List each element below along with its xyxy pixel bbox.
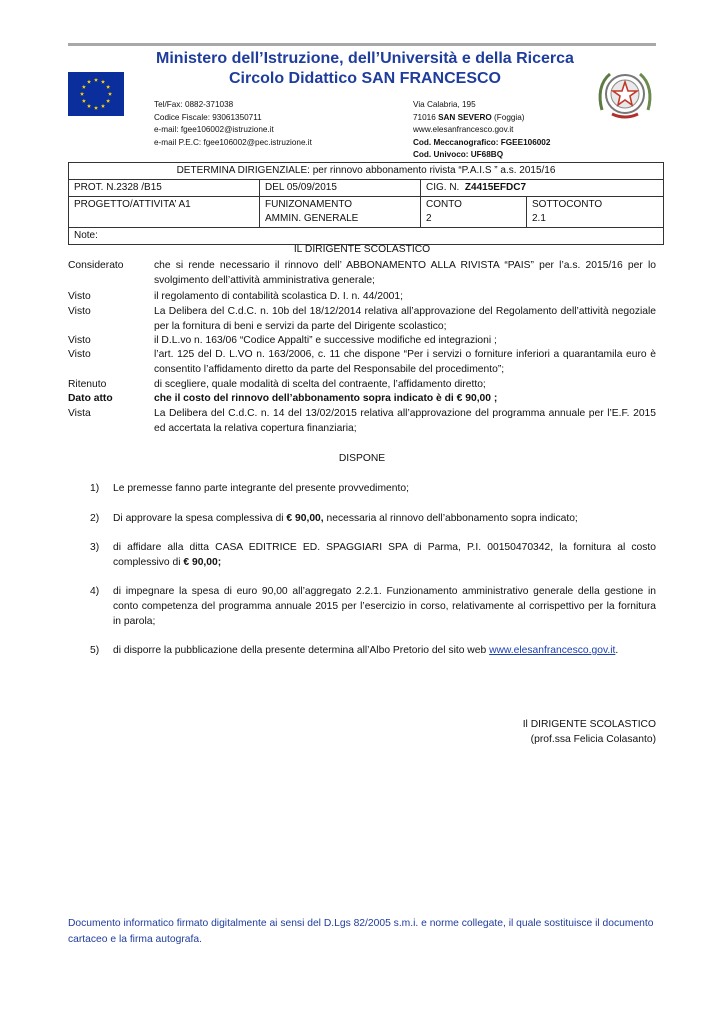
signature-role: Il DIRIGENTE SCOLASTICO: [522, 719, 656, 730]
item-text-start: Di approvare la spesa complessiva di: [113, 513, 287, 524]
premise-text: che il costo del rinnovo dell’abbonamento sopra indicato è di € 90,00 ;: [154, 393, 498, 404]
signature-block: [400, 717, 656, 747]
flag-star: [82, 85, 86, 89]
conto-label: CONTO: [426, 199, 462, 210]
premise-label: Visto: [68, 349, 91, 360]
header-rule: [68, 43, 656, 46]
item-number: 4): [90, 586, 100, 597]
eu-flag-icon: [68, 72, 124, 116]
premise-text: La Delibera del C.d.C. n. 14 del 13/02/2015 relativa all’approvazione del programma annuale per l’E.F. 2015 ed accertata la relativa copertura finanziaria;: [154, 408, 656, 435]
determina-title: DETERMINA DIRIGENZIALE: per rinnovo abbonamento rivista “P.A.I.S ” a.s. 2015/16: [69, 163, 664, 180]
funzionamento-cell: [260, 197, 421, 228]
prot-cell: PROT. N.2328 /B15: [69, 180, 260, 197]
email: e-mail: fgee106002@istruzione.it: [154, 125, 274, 134]
contact-right: [413, 99, 550, 162]
pec-email: e-mail P.E.C: fgee106002@pec.istruzione.it: [154, 137, 312, 147]
website: www.elesanfrancesco.gov.it: [413, 125, 514, 134]
flag-star: [94, 106, 98, 110]
flag-star: [101, 80, 105, 84]
premise-label: Visto: [68, 335, 91, 346]
premise-text: che si rende necessario il rinnovo dell’ ABBONAMENTO ALLA RIVISTA “PAIS” per l’a.s. 2015/16 per lo svolgimento dell’attività amministrativa generale;: [154, 260, 656, 287]
footer-note: Documento informatico firmato digitalmente ai sensi del D.Lgs 82/2005 s.m.i. e norme collegate, il quale sostituisce il documento cartaceo e la firma autografa.: [68, 918, 654, 945]
item-number: 2): [90, 513, 100, 524]
cig-value: Z4415EFDC7: [464, 182, 527, 193]
determina-table: [68, 162, 664, 245]
sottoconto-value: 2.1: [532, 213, 546, 224]
item-amount: € 90,00;: [183, 557, 222, 569]
item-text: [113, 540, 656, 570]
cod-univoco: Cod. Univoco: UF68BQ: [413, 150, 504, 159]
conto-cell: [421, 197, 527, 228]
italian-emblem-icon: [594, 66, 656, 122]
flag-star: [87, 104, 91, 108]
flag-star: [106, 99, 110, 103]
item-number: 3): [90, 542, 100, 553]
premise-text: il regolamento di contabilità scolastica D. I. n. 44/2001;: [154, 291, 403, 302]
sottoconto-cell: [527, 197, 664, 228]
item-text-start: di disporre la pubblicazione della presente determina all’Albo Pretorio del sito web: [113, 645, 490, 656]
item-number: 1): [90, 483, 100, 494]
del-cell: DEL 05/09/2015: [260, 180, 421, 197]
item-text: [113, 643, 656, 658]
ministry-title: Ministero dell’Istruzione, dell’Università e della Ricerca: [156, 50, 574, 67]
flag-star: [80, 92, 84, 96]
note-cell: Note:: [69, 228, 664, 245]
premise-label: Dato atto: [68, 393, 113, 404]
website-link[interactable]: www.elesanfrancesco.gov.it: [489, 645, 616, 656]
item-amount: € 90,00,: [286, 513, 324, 524]
flag-star: [106, 85, 110, 89]
premise-label: Visto: [68, 306, 91, 317]
premise-label: Considerato: [68, 260, 124, 271]
cig-cell: [421, 180, 664, 197]
premise-text: l’art. 125 del D. L.VO n. 163/2006, c. 11 che dispone “Per i servizi o forniture inferiori a quarantamila euro è consentito l’affidamento diretto da parte del Responsabile del procedimento”;: [154, 349, 656, 376]
item-text: Le premesse fanno parte integrante del presente provvedimento;: [113, 483, 409, 494]
premise-label: Ritenuto: [68, 379, 107, 390]
dirigente-heading: IL DIRIGENTE SCOLASTICO: [293, 244, 431, 255]
flag-star: [101, 104, 105, 108]
item-text: [113, 511, 656, 526]
item-text: di impegnare la spesa di euro 90,00 all’aggregato 2.2.1. Funzionamento amministrativo generale della gestione in conto competenza del programma annuale 2015 per l’esercizio in corso, relativamente al corrispettivo per la fornitura in parola;: [113, 586, 656, 628]
premise-label: Visto: [68, 291, 91, 302]
sottoconto-label: SOTTOCONTO: [532, 199, 603, 210]
signature-name: (prof.ssa Felicia Colasanto): [530, 734, 656, 746]
fiscal-code: Codice Fiscale: 93061350711: [154, 112, 262, 122]
zip: 71016: [413, 112, 436, 122]
item-text-end: necessaria al rinnovo dell’abbonamento sopra indicato;: [323, 513, 578, 524]
province: (Foggia): [494, 112, 525, 122]
conto-value: 2: [426, 213, 432, 224]
city: SAN SEVERO: [438, 112, 492, 122]
cod-meccanografico: Cod. Meccanografico: FGEE106002: [413, 137, 551, 147]
item-number: 5): [90, 645, 100, 656]
dispone-heading: DISPONE: [338, 453, 386, 464]
address-street: Via Calabria, 195: [413, 100, 476, 109]
premise-text: di scegliere, quale modalità di scelta del contraente, l’affidamento diretto;: [154, 379, 486, 390]
contact-left: [154, 99, 312, 149]
school-title: Circolo Didattico SAN FRANCESCO: [228, 70, 501, 87]
flag-star: [87, 80, 91, 84]
cig-label: CIG. N.: [426, 182, 460, 193]
item-text-start: di affidare alla ditta CASA EDITRICE ED. SPAGGIARI SPA di Parma, P.I. 00150470342, la fornitura al costo complessivo di: [113, 542, 656, 569]
premise-label: Vista: [68, 408, 91, 419]
address-city-line: [413, 112, 550, 125]
flag-star: [94, 78, 98, 82]
flag-star: [108, 92, 112, 96]
item-text-end: .: [615, 645, 619, 656]
progetto-cell: PROGETTO/ATTIVITA’ A1: [69, 197, 260, 228]
funz-line-1: FUNIZONAMENTO: [265, 199, 353, 210]
premise-text: il D.L.vo n. 163/06 “Codice Appalti” e successive modifiche ed integrazioni ;: [154, 335, 497, 346]
funz-line-2: AMMIN. GENERALE: [265, 213, 359, 224]
premise-text: La Delibera del C.d.C. n. 10b del 18/12/2014 relativa all’approvazione del Regolamento dell’attività negoziale per la fornitura di beni e servizi da parte del Dirigente scolastico;: [154, 306, 656, 333]
flag-star: [82, 99, 86, 103]
phone-fax: Tel/Fax: 0882-371038: [154, 100, 234, 109]
